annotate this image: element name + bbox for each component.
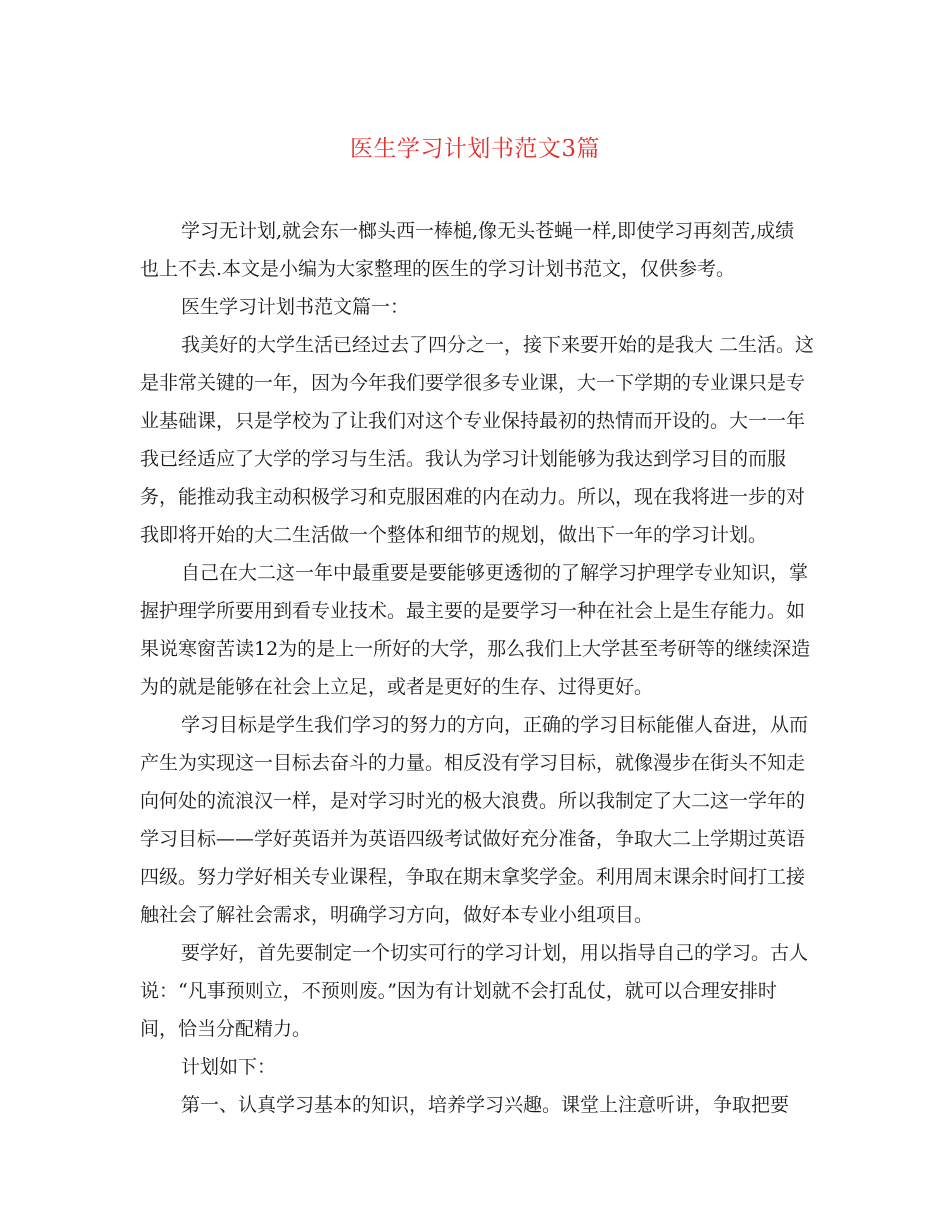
paragraph-line: 第一、认真学习基本的知识，培养学习兴趣。课堂上注意听讲，争取把要 bbox=[181, 1094, 790, 1116]
paragraph-line: 向何处的流浪汉一样，是对学习时光的极大浪费。所以我制定了大二这一学年的 bbox=[140, 790, 806, 812]
paragraph-line: 学习目标是学生我们学习的努力的方向，正确的学习目标能催人奋进，从而 bbox=[181, 714, 809, 736]
paragraph-line: 为的就是能够在社会上立足，或者是更好的生存、过得更好。 bbox=[140, 676, 654, 698]
paragraph-line: 握护理学所要用到看专业技术。最主要的是要学习一种在社会上是生存能力。如 bbox=[140, 600, 806, 622]
paragraph-line: 产生为实现这一目标去奋斗的力量。相反没有学习目标，就像漫步在街头不知走 bbox=[140, 752, 806, 774]
paragraph-line: 也上不去.本文是小编为大家整理的医生的学习计划书范文，仅供参考。 bbox=[140, 258, 736, 280]
paragraph-line: 业基础课，只是学校为了让我们对这个专业保持最初的热情而开设的。大一一年 bbox=[140, 410, 806, 432]
paragraph-line: 我已经适应了大学的学习与生活。我认为学习计划能够为我达到学习目的而服 bbox=[140, 448, 787, 470]
document-title: 医生学习计划书范文3篇 bbox=[349, 136, 601, 162]
paragraph-line: 要学好，首先要制定一个切实可行的学习计划，用以指导自己的学习。古人 bbox=[181, 942, 809, 964]
section-heading: 医生学习计划书范文篇一： bbox=[181, 296, 410, 318]
paragraph-line: 学习目标——学好英语并为英语四级考试做好充分准备，争取大二上学期过英语 bbox=[140, 828, 806, 850]
paragraph-line: 学习无计划,就会东一榔头西一棒槌,像无头苍蝇一样,即使学习再刻苦,成绩 bbox=[181, 220, 795, 242]
section-heading: 计划如下： bbox=[181, 1056, 277, 1078]
paragraph-line: 四级。努力学好相关专业课程，争取在期末拿奖学金。利用周末课余时间打工接 bbox=[140, 866, 806, 888]
paragraph-line: 触社会了解社会需求，明确学习方向，做好本专业小组项目。 bbox=[140, 904, 654, 926]
paragraph-line: 务，能推动我主动积极学习和克服困难的内在动力。所以，现在我将进一步的对 bbox=[140, 486, 806, 508]
paragraph-line: 自己在大二这一年中最重要是要能够更透彻的了解学习护理学专业知识，掌 bbox=[181, 562, 809, 584]
paragraph-line: 说：“凡事预则立，不预则废。”因为有计划就不会打乱仗，就可以合理安排时 bbox=[140, 980, 777, 1002]
paragraph-line: 是非常关键的一年，因为今年我们要学很多专业课，大一下学期的专业课只是专 bbox=[140, 372, 806, 394]
paragraph-line: 果说寒窗苦读12为的是上一所好的大学，那么我们上大学甚至考研等的继续深造 bbox=[140, 638, 811, 660]
paragraph-line: 我即将开始的大二生活做一个整体和细节的规划，做出下一年的学习计划。 bbox=[140, 524, 768, 546]
paragraph-line: 我美好的大学生活已经过去了四分之一，接下来要开始的是我大 二生活。这 bbox=[181, 334, 815, 356]
paragraph-line: 间，恰当分配精力。 bbox=[140, 1018, 312, 1040]
